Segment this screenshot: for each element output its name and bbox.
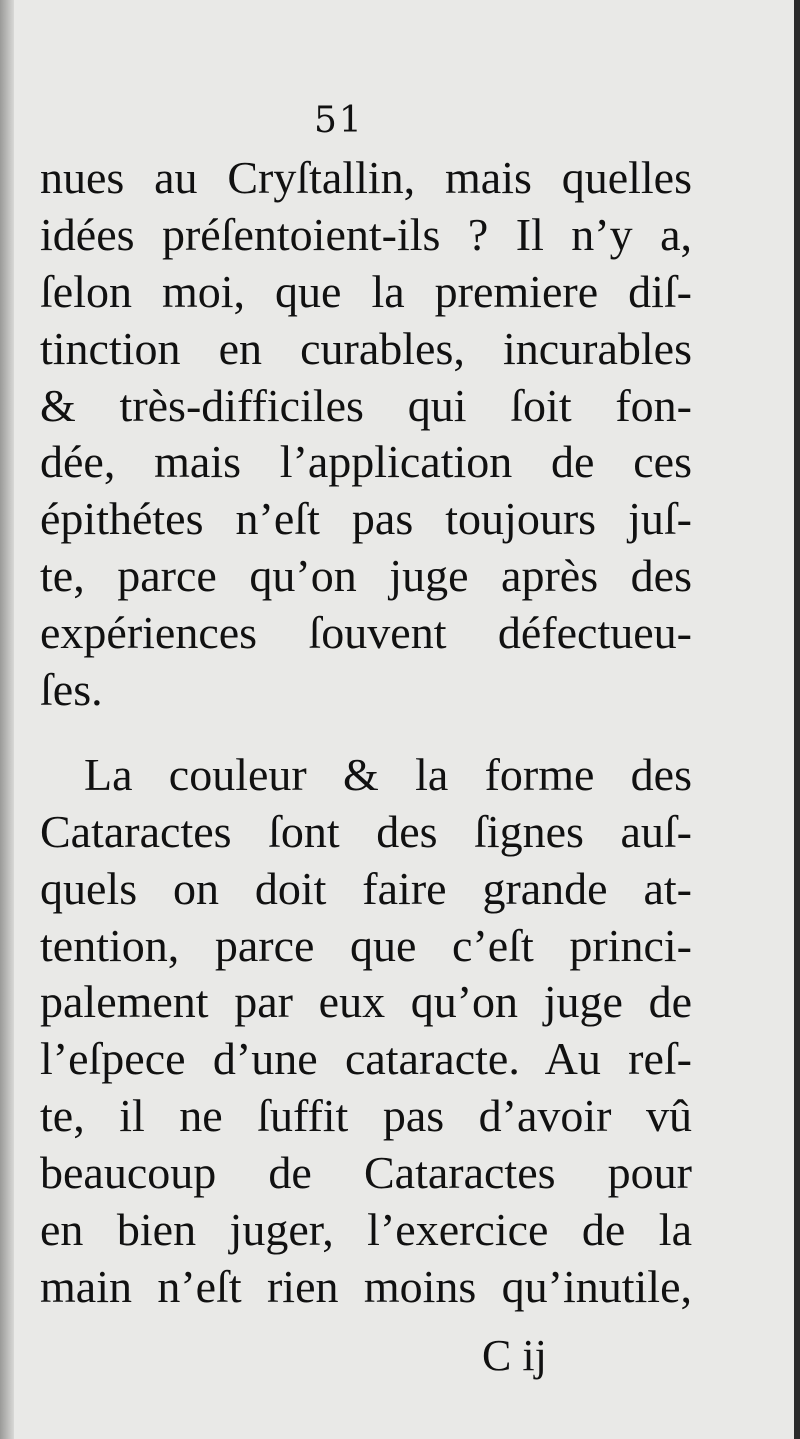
text-line: & très-difficiles qui ſoit fon-: [40, 379, 692, 431]
text-line: nues au Cryſtallin, mais quelles: [40, 152, 692, 203]
text-line: quels on doit faire grande at-: [40, 862, 692, 914]
text-line: expériences ſouvent défectueu-: [40, 607, 692, 659]
text-line: main n’eſt rien moins qu’inutile,: [40, 1260, 692, 1312]
text-line: Cataractes ſont des ſignes auſ-: [40, 805, 692, 857]
text-line: te, parce qu’on juge après des: [40, 550, 692, 602]
text-line: palement par eux qu’on juge de: [40, 976, 692, 1028]
text-line: ſelon moi, que la premiere diſ-: [40, 265, 692, 317]
text-line: l’eſpece d’une cataracte. Au reſ-: [40, 1033, 692, 1085]
text-line: idées préſentoient-ils ? Il n’y a,: [40, 208, 692, 260]
text-line-paragraph-end: ſes.: [40, 664, 103, 716]
text-line: te, il ne ſuffit pas d’avoir vû: [40, 1090, 692, 1142]
text-line-paragraph-start: La couleur & la forme des: [84, 748, 692, 800]
page-gutter: [0, 0, 14, 1439]
text-line: tinction en curables, incurables: [40, 322, 692, 374]
text-line: beaucoup de Cataractes pour: [40, 1147, 692, 1199]
text-line: dée, mais l’application de ces: [40, 436, 692, 488]
body-text: [40, 150, 692, 1316]
page-edge: [794, 0, 800, 1439]
signature-mark: C ij: [482, 1331, 547, 1380]
text-line: épithétes n’eſt pas toujours juſ-: [40, 493, 692, 545]
page-number: 51: [314, 100, 364, 141]
text-line: en bien juger, l’exercice de la: [40, 1204, 692, 1256]
text-line: tention, parce que c’eſt princi-: [40, 919, 692, 971]
